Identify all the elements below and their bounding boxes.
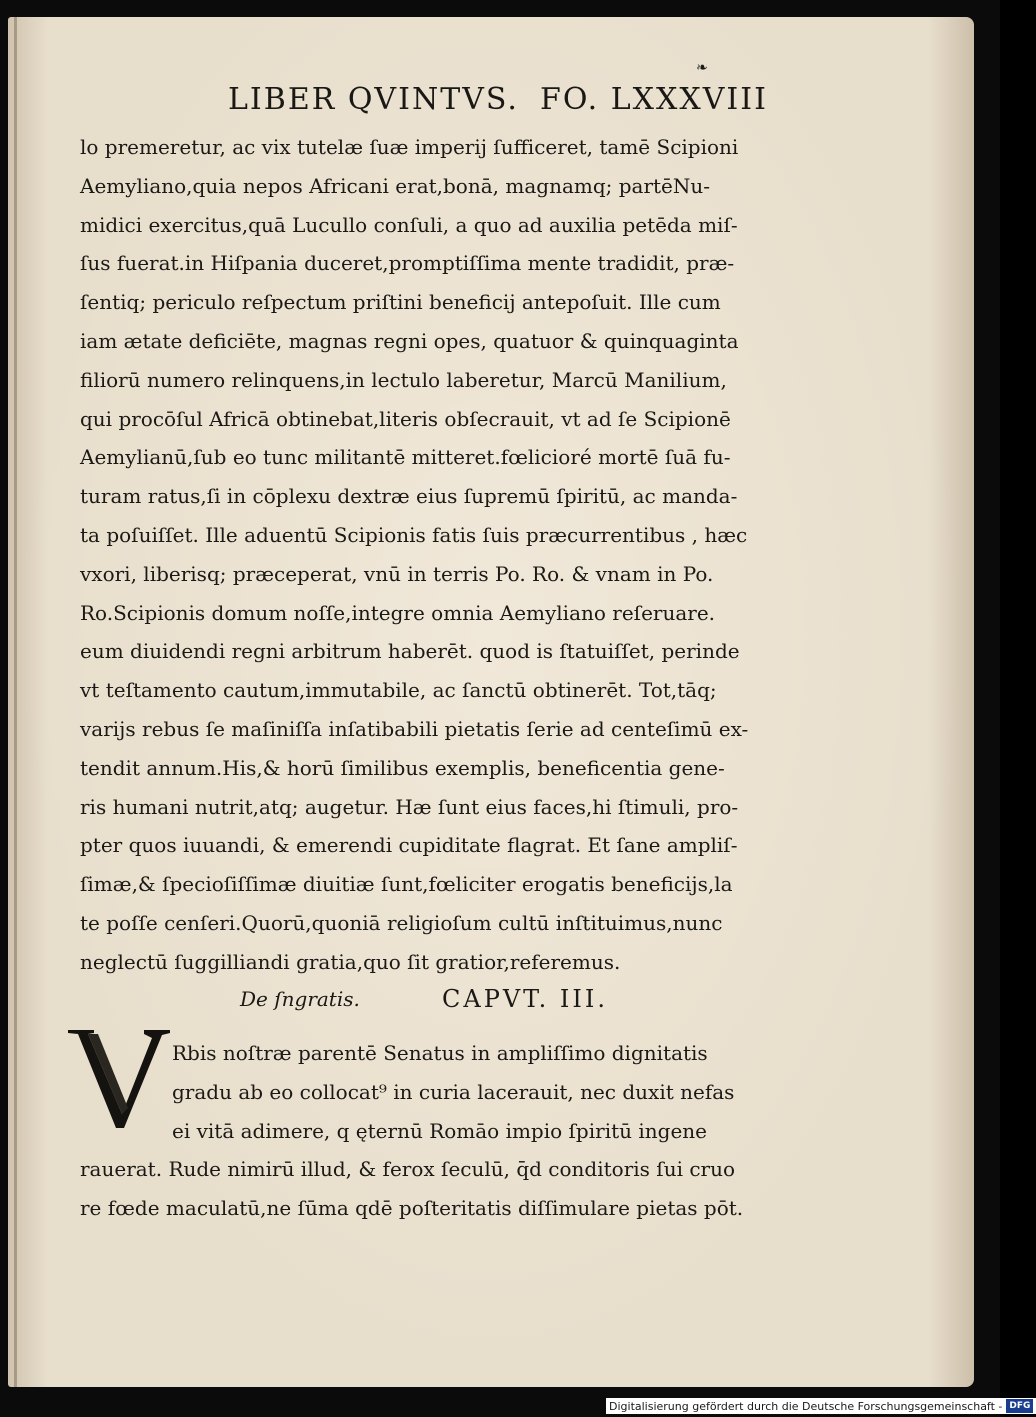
text-line: ei vitā adimere, q ęternū Romāo impio ſpiritū ingene bbox=[172, 1118, 707, 1143]
dfg-logo: DFG bbox=[1006, 1399, 1033, 1413]
text-line: iam ætate deficiēte, magnas regni opes, quatuor & quinquaginta bbox=[80, 328, 739, 353]
text-line: ris humani nutrit,atq; augetur. Hæ ſunt eius faces,hi ſtimuli, pro- bbox=[80, 794, 739, 819]
initial-letter: V bbox=[118, 1092, 120, 1093]
text-line: Ro.Scipionis domum noſſe,integre omnia Aemyliano reſeruare. bbox=[80, 600, 716, 625]
chapter-text bbox=[80, 1034, 780, 1228]
text-line: ſentiq; periculo reſpectum priſtini beneficij antepoſuit. Ille cum bbox=[80, 290, 721, 315]
page-gutter-edge bbox=[14, 17, 17, 1387]
text-line: Rbis noſtræ parentē Senatus in ampliſſimo dignitatis bbox=[172, 1041, 708, 1065]
text-line: turam ratus,ſi in cōplexu dextræ eius ſupremū ſpiritū, ac manda- bbox=[80, 484, 738, 509]
folio-number: FO. LXXXVIII bbox=[540, 82, 768, 117]
text-line: eum diuidendi regni arbitrum haberēt. quod is ſtatuiſſet, perinde bbox=[80, 639, 740, 664]
body-text bbox=[80, 128, 780, 982]
running-head-title: LIBER QVINTVS. bbox=[228, 82, 519, 117]
text-line: vt teſtamento cautum,immutabile, ac ſanctū obtinerēt. Tot,tāq; bbox=[80, 678, 717, 703]
text-line: Aemyliano,quia nepos Africani erat,bonā, magnamq; partēNu- bbox=[80, 173, 711, 198]
text-line: qui procōſul Africā obtinebat,literis obſecrauit, vt ad ſe Scipionē bbox=[80, 406, 731, 431]
text-line: ſus fuerat.in Hiſpania duceret,promptiſſima mente tradidit, præ- bbox=[80, 251, 735, 276]
text-line: gradu ab eo collocat⁹ in curia lacerauit, nec duxit nefas bbox=[172, 1079, 735, 1104]
footer-credit-text: Digitalisierung gefördert durch die Deutsche Forschungsgemeinschaft - bbox=[609, 1399, 1003, 1413]
text-line: rauerat. Rude nimirū illud, & ferox ſeculū, q̄d conditoris ſui cruo bbox=[80, 1157, 736, 1182]
text-line: varijs rebus ſe maſiniſſa inſatibabili pietatis ſerie ad centeſimū ex- bbox=[80, 716, 749, 741]
text-line: filiorū numero relinquens,in lectulo laberetur, Marcū Manilium, bbox=[80, 367, 727, 392]
digitization-footer bbox=[606, 1398, 1036, 1414]
text-line: Aemylianū,ſub eo tunc militantē mitteret.fœlicioré mortē ſuā fu- bbox=[80, 445, 731, 470]
text-line: te poſſe cenſeri.Quorū,quoniā religioſum cultū inſtituimus,nunc bbox=[80, 910, 723, 935]
text-line: ta poſuiſſet. Ille aduentū Scipionis fatis ſuis præcurrentibus , hæc bbox=[80, 522, 748, 547]
text-line: neglectū ſuggilliandi gratia,quo ſit gratior,referemus. bbox=[80, 949, 621, 974]
corner-ornament-mark: ❧ bbox=[696, 60, 708, 76]
text-line: re fœde maculatū,ne ſūma qdē poſteritatis diſſimulare pietas pōt. bbox=[80, 1196, 744, 1221]
text-line: pter quos iuuandi, & emerendi cupiditate flagrat. Et ſane ampliſ- bbox=[80, 833, 738, 858]
text-line: tendit annum.His,& horū ſimilibus exemplis, beneficentia gene- bbox=[80, 755, 725, 780]
chapter-subtitle: De ſngratis. bbox=[240, 987, 360, 1011]
text-line: vxori, liberisq; præceperat, vnū in terris Po. Ro. & vnam in Po. bbox=[80, 561, 714, 586]
text-line: lo premeretur, ac vix tutelæ ſuæ imperij ſufficeret, tamē Scipioni bbox=[80, 135, 739, 159]
text-line: ſimæ,& ſpecioſiſſimæ diuitiæ ſunt,fœliciter erogatis beneficijs,la bbox=[80, 872, 733, 897]
text-line: midici exercitus,quā Lucullo conſuli, a quo ad auxilia petēda miſ- bbox=[80, 212, 738, 237]
chapter-title: CAPVT. III. bbox=[442, 985, 608, 1013]
chapter-heading bbox=[0, 985, 1000, 1025]
